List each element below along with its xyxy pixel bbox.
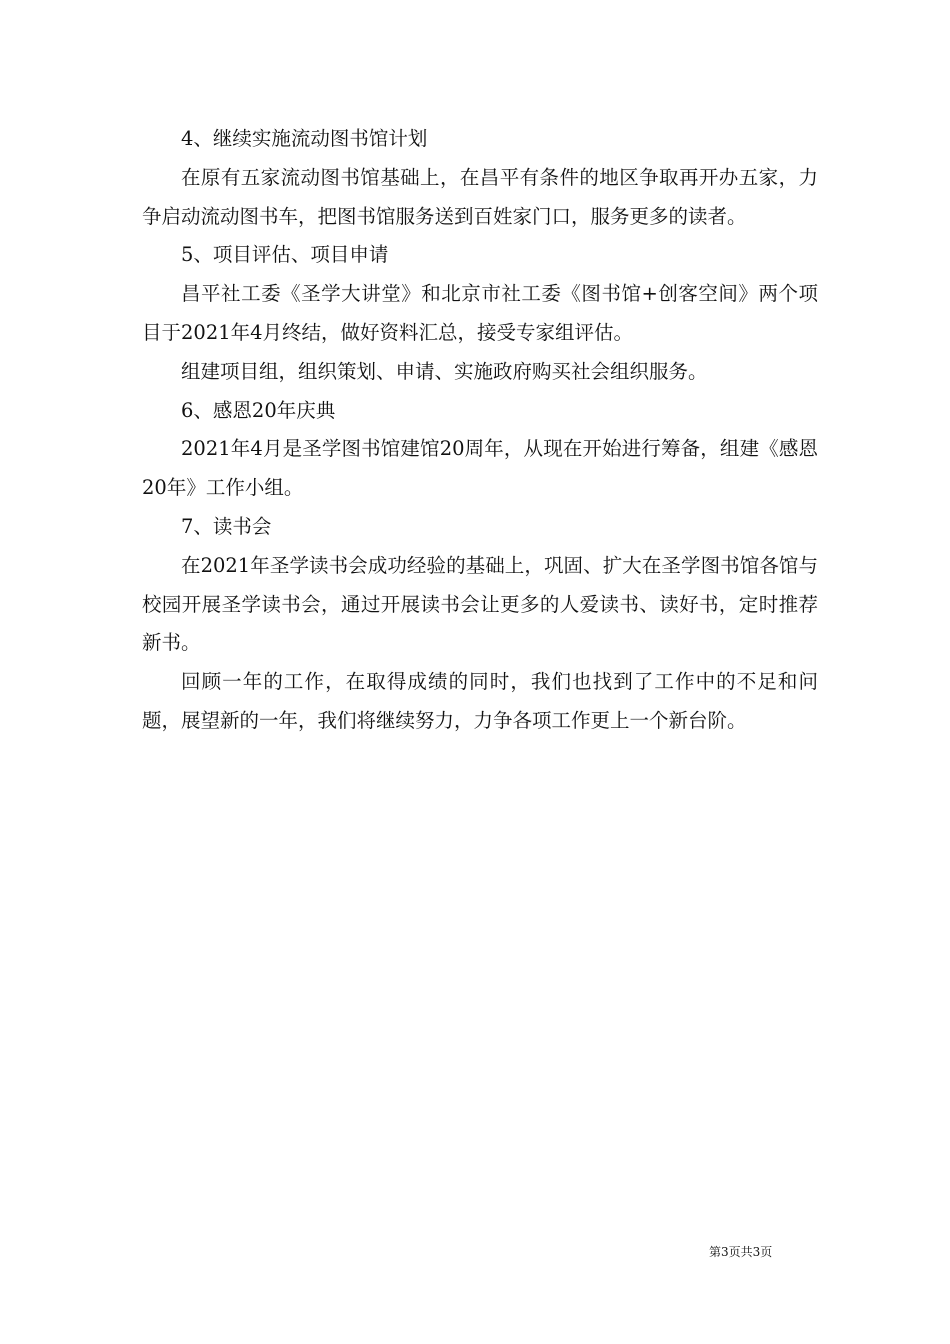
- heading-project-evaluation: 5、项目评估、项目申请: [181, 243, 389, 267]
- paragraph-reading-club: 在2021年圣学读书会成功经验的基础上，巩固、扩大在圣学图书馆各馆与校园开展圣学读书会，通过开展读书会让更多的人爱读书、读好书，定时推荐新书。: [142, 553, 818, 655]
- page-number: 第3页共3页: [709, 1245, 773, 1259]
- paragraph-anniversary: 2021年4月是圣学图书馆建馆20周年，从现在开始进行筹备，组建《感恩20年》工作小组。: [142, 437, 818, 500]
- paragraph-mobile-library: 在原有五家流动图书馆基础上，在昌平有条件的地区争取再开办五家，力争启动流动图书车，把图书馆服务送到百姓家门口，服务更多的读者。: [142, 165, 818, 228]
- heading-anniversary: 6、感恩20年庆典: [181, 398, 336, 422]
- paragraph-project-team: 组建项目组，组织策划、申请、实施政府购买社会组织服务。: [181, 359, 708, 383]
- paragraph-project-evaluation: 昌平社工委《圣学大讲堂》和北京市社工委《图书馆+创客空间》两个项目于2021年4月终结，做好资料汇总，接受专家组评估。: [142, 282, 818, 344]
- paragraph-conclusion: 回顾一年的工作，在取得成绩的同时，我们也找到了工作中的不足和问题，展望新的一年，我们将继续努力，力争各项工作更上一个新台阶。: [142, 670, 818, 732]
- heading-reading-club: 7、读书会: [181, 514, 272, 538]
- heading-mobile-library: 4、继续实施流动图书馆计划: [181, 127, 428, 150]
- document-body: [142, 120, 818, 741]
